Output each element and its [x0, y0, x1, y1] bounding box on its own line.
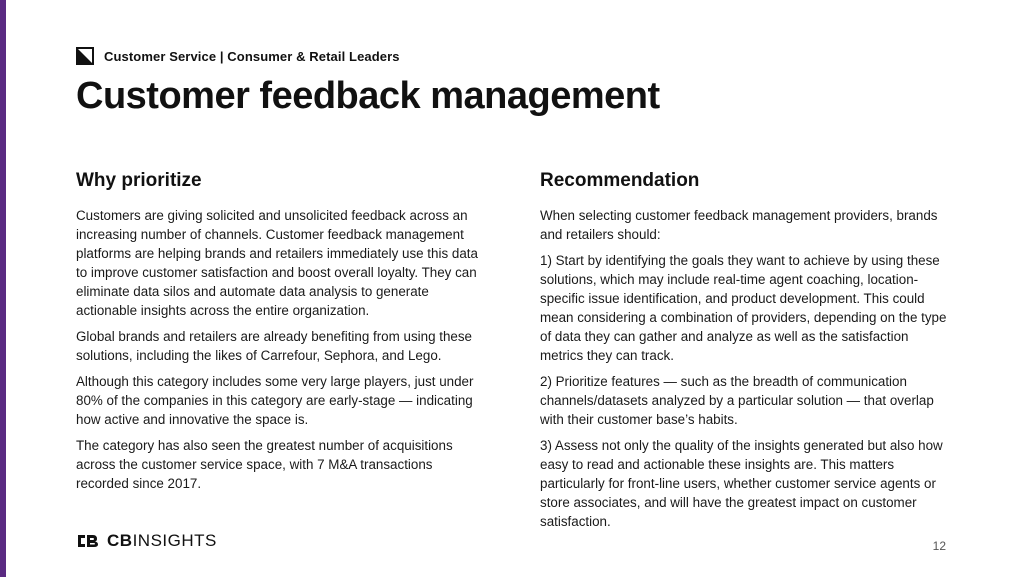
- recommendation-paragraph: 1) Start by identifying the goals they want to achieve by using these solutions, which may include real-time agent coaching, location-specific issue identification, and product development. This could mean considering a combination of providers, depending on the type of data they can gather and analyze as well as the satisfaction metrics they can track.: [540, 253, 947, 363]
- page-number: 12: [932, 539, 946, 553]
- slide-header: [76, 46, 984, 118]
- logo-wordmark: [107, 531, 217, 551]
- eyebrow: [76, 46, 984, 66]
- why-prioritize-paragraph: Global brands and retailers are already benefiting from using these solutions, including the likes of Carrefour, Sephora, and Lego.: [76, 329, 472, 363]
- cb-insights-logo: [76, 531, 217, 551]
- recommendation-paragraph: 2) Prioritize features — such as the breadth of communication channels/datasets analyzed by a particular solution — that overlap with their customer base’s habits.: [540, 374, 934, 427]
- logo-wordmark-bold: CB: [107, 531, 133, 550]
- eyebrow-text: Customer Service | Consumer & Retail Leaders: [104, 48, 400, 64]
- recommendation-paragraph: 3) Assess not only the quality of the insights generated but also how easy to read and actionable these insights are. This matters particularly for front-line users, whether customer service agents or store associates, and will have the greatest impact on customer satisfaction.: [540, 438, 943, 529]
- cb-insights-logo-icon: [76, 532, 104, 550]
- recommendation-section: [540, 169, 950, 538]
- recommendation-paragraph: When selecting customer feedback management providers, brands and retailers should:: [540, 208, 938, 242]
- why-prioritize-heading: Why prioritize: [76, 170, 202, 191]
- left-accent-bar: [0, 0, 6, 577]
- why-prioritize-paragraph: Customers are giving solicited and unsolicited feedback across an increasing number of channels. Customer feedback management platforms are helping brands and retailers immediately use this data to improve customer satisfaction and boost overall loyalty. They can eliminate data silos and automate data analysis to generate actionable insights across the entire organization.: [76, 208, 478, 318]
- why-prioritize-section: [76, 169, 486, 500]
- page-title: Customer feedback management: [76, 75, 660, 117]
- why-prioritize-paragraph: The category has also seen the greatest number of acquisitions across the customer service space, with 7 M&A transactions recorded since 2017.: [76, 438, 453, 491]
- logo-wordmark-light: INSIGHTS: [132, 531, 217, 550]
- why-prioritize-paragraph: Although this category includes some very large players, just under 80% of the companies in this category are early-stage — indicating how active and innovative the space is.: [76, 374, 474, 427]
- section-marker-icon: [76, 47, 94, 65]
- recommendation-heading: Recommendation: [540, 170, 700, 191]
